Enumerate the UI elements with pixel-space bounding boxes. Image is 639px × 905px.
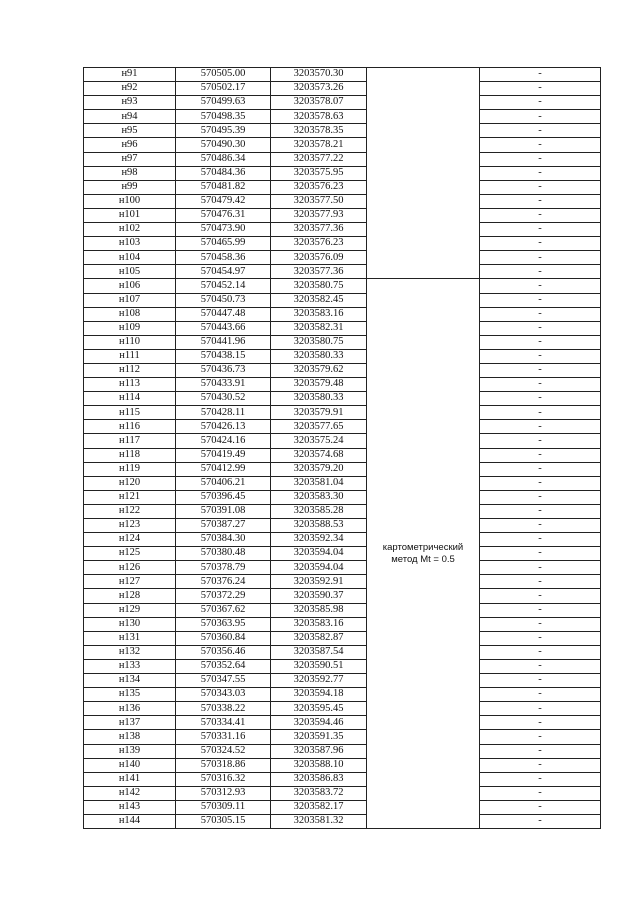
- x-coordinate-cell: 570347.55: [176, 674, 271, 688]
- x-coordinate-cell: 570334.41: [176, 716, 271, 730]
- accuracy-cell: -: [480, 96, 601, 110]
- y-coordinate-cell: 3203577.36: [271, 265, 367, 279]
- accuracy-cell: -: [480, 223, 601, 237]
- y-coordinate-cell: 3203587.54: [271, 645, 367, 659]
- accuracy-cell: -: [480, 631, 601, 645]
- x-coordinate-cell: 570331.16: [176, 730, 271, 744]
- y-coordinate-cell: 3203576.23: [271, 180, 367, 194]
- table-row: [84, 293, 601, 307]
- x-coordinate-cell: 570309.11: [176, 800, 271, 814]
- y-coordinate-cell: 3203570.30: [271, 68, 367, 82]
- table-row: [84, 96, 601, 110]
- x-coordinate-cell: 570479.42: [176, 194, 271, 208]
- y-coordinate-cell: 3203579.62: [271, 363, 367, 377]
- table-row: [84, 434, 601, 448]
- y-coordinate-cell: 3203585.98: [271, 603, 367, 617]
- x-coordinate-cell: 570318.86: [176, 758, 271, 772]
- y-coordinate-cell: 3203587.96: [271, 744, 367, 758]
- y-coordinate-cell: 3203591.35: [271, 730, 367, 744]
- y-coordinate-cell: 3203573.26: [271, 82, 367, 96]
- point-id-cell: н111: [84, 349, 176, 363]
- point-id-cell: н113: [84, 378, 176, 392]
- method-label-line2: метод Mt = 0.5: [391, 553, 455, 565]
- x-coordinate-cell: 570450.73: [176, 293, 271, 307]
- x-coordinate-cell: 570476.31: [176, 208, 271, 222]
- table-row: [84, 82, 601, 96]
- y-coordinate-cell: 3203594.18: [271, 688, 367, 702]
- table-row: [84, 603, 601, 617]
- x-coordinate-cell: 570316.32: [176, 772, 271, 786]
- point-id-cell: н131: [84, 631, 176, 645]
- x-coordinate-cell: 570490.30: [176, 138, 271, 152]
- x-coordinate-cell: 570343.03: [176, 688, 271, 702]
- y-coordinate-cell: 3203583.30: [271, 490, 367, 504]
- y-coordinate-cell: 3203582.17: [271, 800, 367, 814]
- table-row: [84, 702, 601, 716]
- x-coordinate-cell: 570380.48: [176, 547, 271, 561]
- accuracy-cell: -: [480, 434, 601, 448]
- y-coordinate-cell: 3203577.93: [271, 208, 367, 222]
- accuracy-cell: -: [480, 800, 601, 814]
- accuracy-cell: -: [480, 561, 601, 575]
- table-row: [84, 519, 601, 533]
- accuracy-cell: -: [480, 758, 601, 772]
- table-row: [84, 688, 601, 702]
- y-coordinate-cell: 3203592.34: [271, 533, 367, 547]
- point-id-cell: н109: [84, 321, 176, 335]
- table-row: [84, 124, 601, 138]
- accuracy-cell: -: [480, 730, 601, 744]
- y-coordinate-cell: 3203594.04: [271, 547, 367, 561]
- accuracy-cell: -: [480, 645, 601, 659]
- y-coordinate-cell: 3203580.33: [271, 349, 367, 363]
- table-row: [84, 68, 601, 82]
- table-row: [84, 335, 601, 349]
- x-coordinate-cell: 570498.35: [176, 110, 271, 124]
- table-row: [84, 406, 601, 420]
- x-coordinate-cell: 570502.17: [176, 82, 271, 96]
- point-id-cell: н95: [84, 124, 176, 138]
- y-coordinate-cell: 3203582.87: [271, 631, 367, 645]
- accuracy-cell: -: [480, 138, 601, 152]
- y-coordinate-cell: 3203594.04: [271, 561, 367, 575]
- point-id-cell: н106: [84, 279, 176, 293]
- x-coordinate-cell: 570447.48: [176, 307, 271, 321]
- table-row: [84, 392, 601, 406]
- x-coordinate-cell: 570433.91: [176, 378, 271, 392]
- point-id-cell: н119: [84, 462, 176, 476]
- accuracy-cell: -: [480, 279, 601, 293]
- accuracy-cell: -: [480, 68, 601, 82]
- accuracy-cell: -: [480, 533, 601, 547]
- table-row: [84, 307, 601, 321]
- table-row: [84, 448, 601, 462]
- table-row: [84, 800, 601, 814]
- x-coordinate-cell: 570499.63: [176, 96, 271, 110]
- point-id-cell: н117: [84, 434, 176, 448]
- accuracy-cell: -: [480, 716, 601, 730]
- point-id-cell: н143: [84, 800, 176, 814]
- x-coordinate-cell: 570438.15: [176, 349, 271, 363]
- accuracy-cell: -: [480, 363, 601, 377]
- accuracy-cell: -: [480, 772, 601, 786]
- point-id-cell: н91: [84, 68, 176, 82]
- y-coordinate-cell: 3203577.65: [271, 420, 367, 434]
- point-id-cell: н103: [84, 237, 176, 251]
- table-row: [84, 208, 601, 222]
- x-coordinate-cell: 570396.45: [176, 490, 271, 504]
- point-id-cell: н122: [84, 504, 176, 518]
- table-row: [84, 758, 601, 772]
- accuracy-cell: -: [480, 335, 601, 349]
- table-row: [84, 772, 601, 786]
- x-coordinate-cell: 570484.36: [176, 166, 271, 180]
- accuracy-cell: -: [480, 617, 601, 631]
- y-coordinate-cell: 3203577.22: [271, 152, 367, 166]
- table-row: [84, 110, 601, 124]
- x-coordinate-cell: 570419.49: [176, 448, 271, 462]
- point-id-cell: н101: [84, 208, 176, 222]
- x-coordinate-cell: 570424.16: [176, 434, 271, 448]
- point-id-cell: н129: [84, 603, 176, 617]
- x-coordinate-cell: 570384.30: [176, 533, 271, 547]
- y-coordinate-cell: 3203583.16: [271, 307, 367, 321]
- y-coordinate-cell: 3203578.07: [271, 96, 367, 110]
- accuracy-cell: -: [480, 688, 601, 702]
- point-id-cell: н125: [84, 547, 176, 561]
- table-row: [84, 547, 601, 561]
- point-id-cell: н128: [84, 589, 176, 603]
- coordinates-table-body: [84, 68, 601, 829]
- point-id-cell: н104: [84, 251, 176, 265]
- point-id-cell: н93: [84, 96, 176, 110]
- table-row: [84, 152, 601, 166]
- point-id-cell: н133: [84, 659, 176, 673]
- table-row: [84, 716, 601, 730]
- y-coordinate-cell: 3203594.46: [271, 716, 367, 730]
- x-coordinate-cell: 570486.34: [176, 152, 271, 166]
- accuracy-cell: -: [480, 462, 601, 476]
- y-coordinate-cell: 3203581.32: [271, 814, 367, 828]
- accuracy-cell: -: [480, 166, 601, 180]
- x-coordinate-cell: 570367.62: [176, 603, 271, 617]
- table-row: [84, 504, 601, 518]
- x-coordinate-cell: 570436.73: [176, 363, 271, 377]
- y-coordinate-cell: 3203576.09: [271, 251, 367, 265]
- point-id-cell: н139: [84, 744, 176, 758]
- x-coordinate-cell: 570376.24: [176, 575, 271, 589]
- x-coordinate-cell: 570363.95: [176, 617, 271, 631]
- accuracy-cell: -: [480, 237, 601, 251]
- accuracy-cell: -: [480, 744, 601, 758]
- x-coordinate-cell: 570312.93: [176, 786, 271, 800]
- point-id-cell: н121: [84, 490, 176, 504]
- accuracy-cell: -: [480, 547, 601, 561]
- y-coordinate-cell: 3203588.53: [271, 519, 367, 533]
- point-id-cell: н120: [84, 476, 176, 490]
- y-coordinate-cell: 3203579.20: [271, 462, 367, 476]
- x-coordinate-cell: 570324.52: [176, 744, 271, 758]
- point-id-cell: н107: [84, 293, 176, 307]
- accuracy-cell: -: [480, 180, 601, 194]
- table-row: [84, 814, 601, 828]
- accuracy-cell: -: [480, 589, 601, 603]
- accuracy-cell: -: [480, 208, 601, 222]
- method-cell: [367, 279, 480, 829]
- accuracy-cell: -: [480, 659, 601, 673]
- x-coordinate-cell: 570426.13: [176, 420, 271, 434]
- coordinates-table: [83, 67, 601, 829]
- point-id-cell: н115: [84, 406, 176, 420]
- point-id-cell: н92: [84, 82, 176, 96]
- accuracy-cell: -: [480, 82, 601, 96]
- y-coordinate-cell: 3203595.45: [271, 702, 367, 716]
- y-coordinate-cell: 3203577.36: [271, 223, 367, 237]
- y-coordinate-cell: 3203588.10: [271, 758, 367, 772]
- y-coordinate-cell: 3203575.95: [271, 166, 367, 180]
- y-coordinate-cell: 3203592.91: [271, 575, 367, 589]
- table-row: [84, 476, 601, 490]
- point-id-cell: н124: [84, 533, 176, 547]
- x-coordinate-cell: 570473.90: [176, 223, 271, 237]
- y-coordinate-cell: 3203586.83: [271, 772, 367, 786]
- x-coordinate-cell: 570305.15: [176, 814, 271, 828]
- table-row: [84, 279, 601, 293]
- x-coordinate-cell: 570458.36: [176, 251, 271, 265]
- y-coordinate-cell: 3203583.72: [271, 786, 367, 800]
- table-row: [84, 363, 601, 377]
- table-row: [84, 659, 601, 673]
- point-id-cell: н140: [84, 758, 176, 772]
- x-coordinate-cell: 570452.14: [176, 279, 271, 293]
- table-row: [84, 561, 601, 575]
- accuracy-cell: -: [480, 321, 601, 335]
- accuracy-cell: -: [480, 152, 601, 166]
- y-coordinate-cell: 3203578.21: [271, 138, 367, 152]
- table-row: [84, 349, 601, 363]
- table-row: [84, 420, 601, 434]
- accuracy-cell: -: [480, 124, 601, 138]
- table-row: [84, 462, 601, 476]
- accuracy-cell: -: [480, 406, 601, 420]
- accuracy-cell: -: [480, 392, 601, 406]
- point-id-cell: н126: [84, 561, 176, 575]
- table-row: [84, 786, 601, 800]
- y-coordinate-cell: 3203579.91: [271, 406, 367, 420]
- table-row: [84, 631, 601, 645]
- x-coordinate-cell: 570505.00: [176, 68, 271, 82]
- accuracy-cell: -: [480, 519, 601, 533]
- accuracy-cell: -: [480, 702, 601, 716]
- accuracy-cell: -: [480, 110, 601, 124]
- point-id-cell: н135: [84, 688, 176, 702]
- table-row: [84, 194, 601, 208]
- table-row: [84, 237, 601, 251]
- table-row: [84, 674, 601, 688]
- table-row: [84, 251, 601, 265]
- accuracy-cell: -: [480, 448, 601, 462]
- point-id-cell: н134: [84, 674, 176, 688]
- point-id-cell: н118: [84, 448, 176, 462]
- accuracy-cell: -: [480, 293, 601, 307]
- y-coordinate-cell: 3203582.45: [271, 293, 367, 307]
- accuracy-cell: -: [480, 814, 601, 828]
- point-id-cell: н136: [84, 702, 176, 716]
- accuracy-cell: -: [480, 603, 601, 617]
- x-coordinate-cell: 570387.27: [176, 519, 271, 533]
- y-coordinate-cell: 3203578.35: [271, 124, 367, 138]
- point-id-cell: н110: [84, 335, 176, 349]
- method-label-line1: картометрический: [382, 541, 464, 553]
- table-row: [84, 589, 601, 603]
- accuracy-cell: -: [480, 349, 601, 363]
- accuracy-cell: -: [480, 251, 601, 265]
- point-id-cell: н127: [84, 575, 176, 589]
- table-row: [84, 730, 601, 744]
- point-id-cell: н132: [84, 645, 176, 659]
- point-id-cell: н96: [84, 138, 176, 152]
- accuracy-cell: -: [480, 378, 601, 392]
- point-id-cell: н98: [84, 166, 176, 180]
- accuracy-cell: -: [480, 420, 601, 434]
- y-coordinate-cell: 3203575.24: [271, 434, 367, 448]
- y-coordinate-cell: 3203577.50: [271, 194, 367, 208]
- table-row: [84, 378, 601, 392]
- x-coordinate-cell: 570360.84: [176, 631, 271, 645]
- accuracy-cell: -: [480, 476, 601, 490]
- point-id-cell: н130: [84, 617, 176, 631]
- x-coordinate-cell: 570443.66: [176, 321, 271, 335]
- table-row: [84, 744, 601, 758]
- point-id-cell: н114: [84, 392, 176, 406]
- y-coordinate-cell: 3203590.37: [271, 589, 367, 603]
- x-coordinate-cell: 570454.97: [176, 265, 271, 279]
- point-id-cell: н94: [84, 110, 176, 124]
- table-row: [84, 138, 601, 152]
- y-coordinate-cell: 3203580.33: [271, 392, 367, 406]
- point-id-cell: н112: [84, 363, 176, 377]
- table-row: [84, 223, 601, 237]
- table-row: [84, 321, 601, 335]
- point-id-cell: н99: [84, 180, 176, 194]
- x-coordinate-cell: 570495.39: [176, 124, 271, 138]
- x-coordinate-cell: 570430.52: [176, 392, 271, 406]
- accuracy-cell: -: [480, 194, 601, 208]
- x-coordinate-cell: 570465.99: [176, 237, 271, 251]
- table-row: [84, 575, 601, 589]
- point-id-cell: н142: [84, 786, 176, 800]
- x-coordinate-cell: 570412.99: [176, 462, 271, 476]
- x-coordinate-cell: 570428.11: [176, 406, 271, 420]
- x-coordinate-cell: 570356.46: [176, 645, 271, 659]
- y-coordinate-cell: 3203580.75: [271, 335, 367, 349]
- point-id-cell: н116: [84, 420, 176, 434]
- accuracy-cell: -: [480, 674, 601, 688]
- y-coordinate-cell: 3203576.23: [271, 237, 367, 251]
- table-row: [84, 490, 601, 504]
- x-coordinate-cell: 570378.79: [176, 561, 271, 575]
- x-coordinate-cell: 570338.22: [176, 702, 271, 716]
- point-id-cell: н141: [84, 772, 176, 786]
- y-coordinate-cell: 3203580.75: [271, 279, 367, 293]
- table-row: [84, 166, 601, 180]
- point-id-cell: н105: [84, 265, 176, 279]
- y-coordinate-cell: 3203579.48: [271, 378, 367, 392]
- point-id-cell: н137: [84, 716, 176, 730]
- y-coordinate-cell: 3203574.68: [271, 448, 367, 462]
- y-coordinate-cell: 3203578.63: [271, 110, 367, 124]
- y-coordinate-cell: 3203590.51: [271, 659, 367, 673]
- point-id-cell: н108: [84, 307, 176, 321]
- point-id-cell: н144: [84, 814, 176, 828]
- accuracy-cell: -: [480, 504, 601, 518]
- x-coordinate-cell: 570352.64: [176, 659, 271, 673]
- table-row: [84, 265, 601, 279]
- x-coordinate-cell: 570481.82: [176, 180, 271, 194]
- table-row: [84, 533, 601, 547]
- y-coordinate-cell: 3203581.04: [271, 476, 367, 490]
- point-id-cell: н100: [84, 194, 176, 208]
- y-coordinate-cell: 3203585.28: [271, 504, 367, 518]
- accuracy-cell: -: [480, 575, 601, 589]
- method-cell-empty: [367, 68, 480, 279]
- accuracy-cell: -: [480, 307, 601, 321]
- accuracy-cell: -: [480, 786, 601, 800]
- y-coordinate-cell: 3203582.31: [271, 321, 367, 335]
- x-coordinate-cell: 570406.21: [176, 476, 271, 490]
- x-coordinate-cell: 570372.29: [176, 589, 271, 603]
- accuracy-cell: -: [480, 490, 601, 504]
- table-row: [84, 180, 601, 194]
- table-row: [84, 617, 601, 631]
- point-id-cell: н102: [84, 223, 176, 237]
- point-id-cell: н123: [84, 519, 176, 533]
- y-coordinate-cell: 3203583.16: [271, 617, 367, 631]
- table-row: [84, 645, 601, 659]
- y-coordinate-cell: 3203592.77: [271, 674, 367, 688]
- point-id-cell: н97: [84, 152, 176, 166]
- accuracy-cell: -: [480, 265, 601, 279]
- point-id-cell: н138: [84, 730, 176, 744]
- x-coordinate-cell: 570391.08: [176, 504, 271, 518]
- x-coordinate-cell: 570441.96: [176, 335, 271, 349]
